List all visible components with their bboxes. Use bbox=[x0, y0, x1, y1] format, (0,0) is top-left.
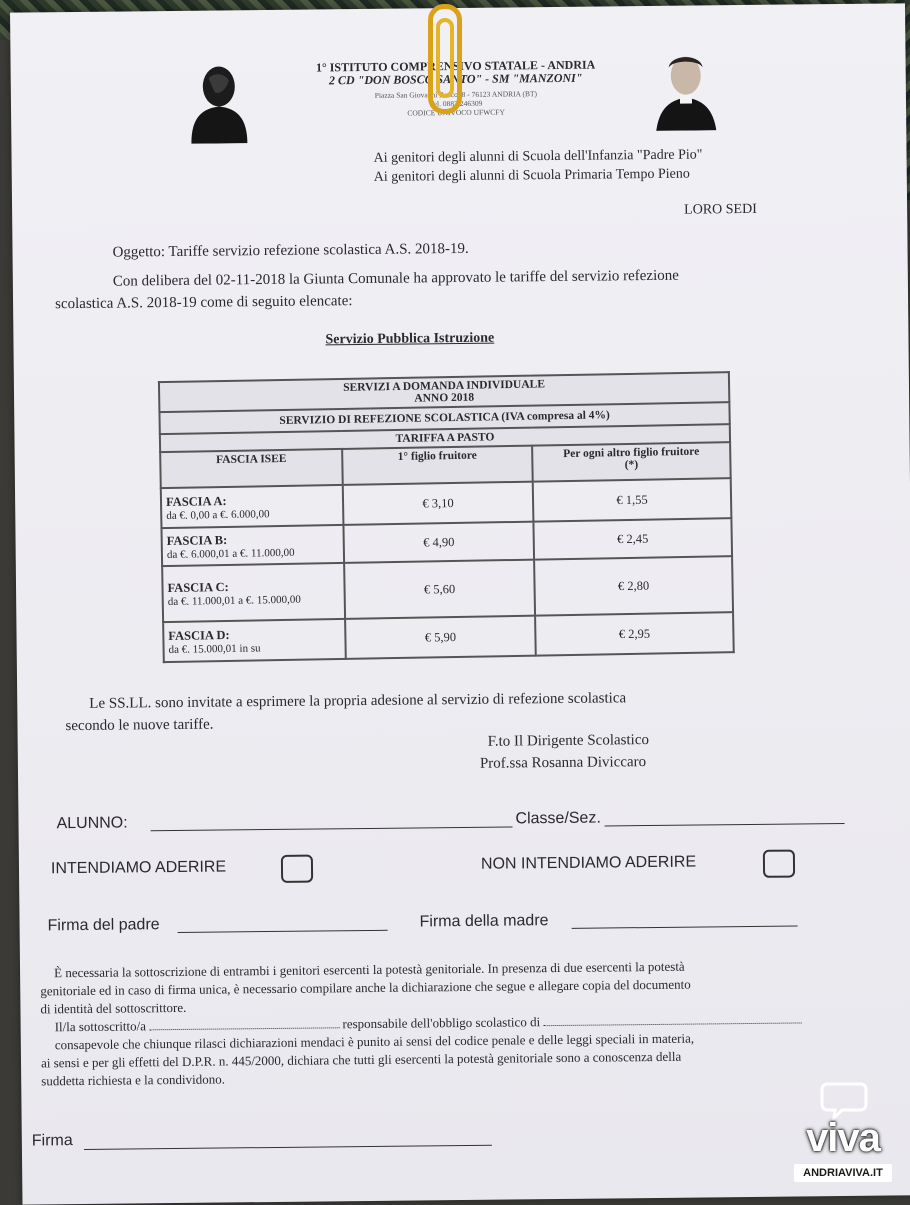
price-first-child: € 5,90 bbox=[345, 616, 536, 659]
price-first-child: € 5,60 bbox=[344, 560, 535, 619]
table-title3: SERVIZIO DI REFEZIONE SCOLASTICA (IVA compresa al 4%) bbox=[159, 402, 729, 434]
invite-line1: Le SS.LL. sono invitate a esprimere la propria adesione al servizio di refezione scolastica bbox=[89, 690, 627, 712]
table-title2: ANNO 2018 bbox=[414, 391, 475, 405]
classe-field[interactable] bbox=[604, 810, 844, 827]
fascia-range: da €. 6.000,01 a €. 11.000,00 bbox=[166, 546, 295, 561]
notice-line7: suddetta richiesta e la condividono. bbox=[41, 1071, 226, 1089]
recipient-line3: LORO SEDI bbox=[684, 201, 757, 218]
school-name-line1: 1° ISTITUTO COMPRENSIVO STATALE - ANDRIA bbox=[315, 57, 596, 75]
table-row bbox=[162, 556, 733, 622]
table-title1: SERVIZI A DOMANDA INDIVIDUALE bbox=[343, 378, 546, 394]
notice-line1: È necessaria la sottoscrizione di entrambi i genitori esercenti la potestà genitoriale. In presenza di due esercenti la potestà bbox=[54, 958, 685, 981]
recipient-line2: Ai genitori degli alunni di Scuola Primaria Tempo Pieno bbox=[373, 166, 690, 185]
firma-madre-field[interactable] bbox=[572, 912, 798, 928]
recipient-line1: Ai genitori degli alunni di Scuola dell'Infanzia "Padre Pio" bbox=[373, 147, 703, 166]
aderire-checkbox[interactable] bbox=[281, 855, 313, 883]
fascia-range: da €. 11.000,01 a €. 15.000,00 bbox=[167, 593, 301, 608]
section-title: Servizio Pubblica Istruzione bbox=[325, 330, 495, 348]
signature-title: F.to Il Dirigente Scolastico bbox=[487, 732, 650, 750]
notice-line3: di identità del sottoscrittore. bbox=[40, 999, 187, 1017]
fascia-range: da €. 15.000,01 in su bbox=[168, 641, 261, 656]
subject-line: Oggetto: Tariffe servizio refezione scolastica A.S. 2018-19. bbox=[112, 240, 469, 261]
table-title4: TARIFFA A PASTO bbox=[160, 424, 730, 452]
non-aderire-label: NON INTENDIAMO ADERIRE bbox=[480, 853, 697, 873]
notice-line5: consapevole che chiunque rilasci dichiarazioni mendaci è punito ai sensi del codice penale e delle leggi speciali in materia, bbox=[54, 1030, 695, 1053]
classe-label: Classe/Sez. bbox=[515, 809, 601, 828]
firma-padre-label: Firma del padre bbox=[47, 916, 160, 935]
speech-bubble-icon bbox=[820, 1080, 868, 1120]
column-header-other-child-note: (*) bbox=[624, 458, 639, 472]
price-other-child: € 2,80 bbox=[534, 556, 733, 615]
school-name-line2: 2 CD "DON BOSCO SANTO" - SM "MANZONI" bbox=[328, 70, 583, 88]
fascia-cell bbox=[161, 485, 344, 528]
price-first-child: € 3,10 bbox=[343, 482, 534, 525]
sottoscritto-field[interactable] bbox=[149, 1016, 339, 1030]
fascia-cell bbox=[163, 619, 346, 662]
responsabile-label: responsabile dell'obbligo scolastico di bbox=[342, 1014, 541, 1032]
signature-name: Prof.ssa Rosanna Diviccaro bbox=[479, 754, 647, 772]
notice-line6: ai sensi e per gli effetti del D.P.R. n. 445/2000, dichiara che tutti gli esercenti la potestà genitoriale sono a conoscenza della bbox=[40, 1048, 682, 1071]
school-address: Piazza San Giovanni Bosco, 8 - 76123 ANDRIA (BT) bbox=[374, 89, 538, 100]
price-other-child: € 2,95 bbox=[535, 612, 734, 655]
intro-line1: Con delibera del 02-11-2018 la Giunta Comunale ha approvato le tariffe del servizio refezione bbox=[112, 267, 679, 290]
firma-padre-field[interactable] bbox=[178, 917, 388, 933]
fascia-cell bbox=[161, 525, 344, 566]
fascia-name: FASCIA A: bbox=[165, 493, 227, 509]
alunno-obbligo-field[interactable] bbox=[543, 1011, 801, 1026]
rates-table bbox=[158, 371, 735, 663]
andriaviva-logo bbox=[790, 1080, 896, 1190]
fascia-name: FASCIA B: bbox=[166, 532, 228, 548]
firma-label: Firma bbox=[31, 1132, 73, 1150]
school-contacts: Tel. 0883/246309 bbox=[429, 98, 483, 109]
fascia-name: FASCIA D: bbox=[168, 627, 230, 643]
aderire-label: INTENDIAMO ADERIRE bbox=[50, 858, 227, 878]
notice-line2: genitoriale ed in caso di firma unica, è necessario compilare anche la dichiarazione che segue e allegare copia del documento bbox=[40, 976, 691, 999]
invite-line2: secondo le nuove tariffe. bbox=[65, 716, 214, 735]
notice-block bbox=[40, 955, 901, 1090]
fascia-range: da €. 0,00 a €. 6.000,00 bbox=[166, 507, 270, 522]
paper-clip-inner-icon bbox=[436, 18, 454, 98]
intro-line2: scolastica A.S. 2018-19 come di seguito elencate: bbox=[54, 293, 353, 313]
price-other-child: € 2,45 bbox=[533, 518, 732, 559]
price-first-child: € 4,90 bbox=[343, 522, 534, 563]
watermark-word: viva bbox=[806, 1116, 880, 1160]
non-aderire-checkbox[interactable] bbox=[763, 850, 795, 878]
school-code: CODICE UNIVOCO UFWCFY bbox=[407, 107, 505, 118]
fascia-name: FASCIA C: bbox=[167, 579, 229, 595]
price-other-child: € 1,55 bbox=[533, 478, 732, 521]
watermark-url: ANDRIAVIVA.IT bbox=[794, 1164, 892, 1182]
document-sheet bbox=[10, 3, 910, 1204]
column-header-first-child: 1° figlio fruitore bbox=[342, 446, 533, 485]
sottoscritto-label: Il/la sottoscritto/a bbox=[54, 1018, 147, 1035]
alunno-label: ALUNNO: bbox=[56, 814, 128, 833]
column-header-other-child-label: Per ogni altro figlio fruitore bbox=[563, 445, 700, 461]
fascia-cell bbox=[162, 563, 345, 622]
alunno-field[interactable] bbox=[150, 813, 512, 831]
table-row bbox=[163, 612, 734, 662]
manzoni-portrait-icon bbox=[650, 45, 721, 131]
don-bosco-portrait-icon bbox=[181, 58, 252, 144]
column-header-other-child bbox=[532, 442, 731, 481]
firma-field[interactable] bbox=[84, 1132, 492, 1150]
column-header-fascia: FASCIA ISEE bbox=[160, 449, 343, 488]
firma-madre-label: Firma della madre bbox=[419, 912, 549, 931]
